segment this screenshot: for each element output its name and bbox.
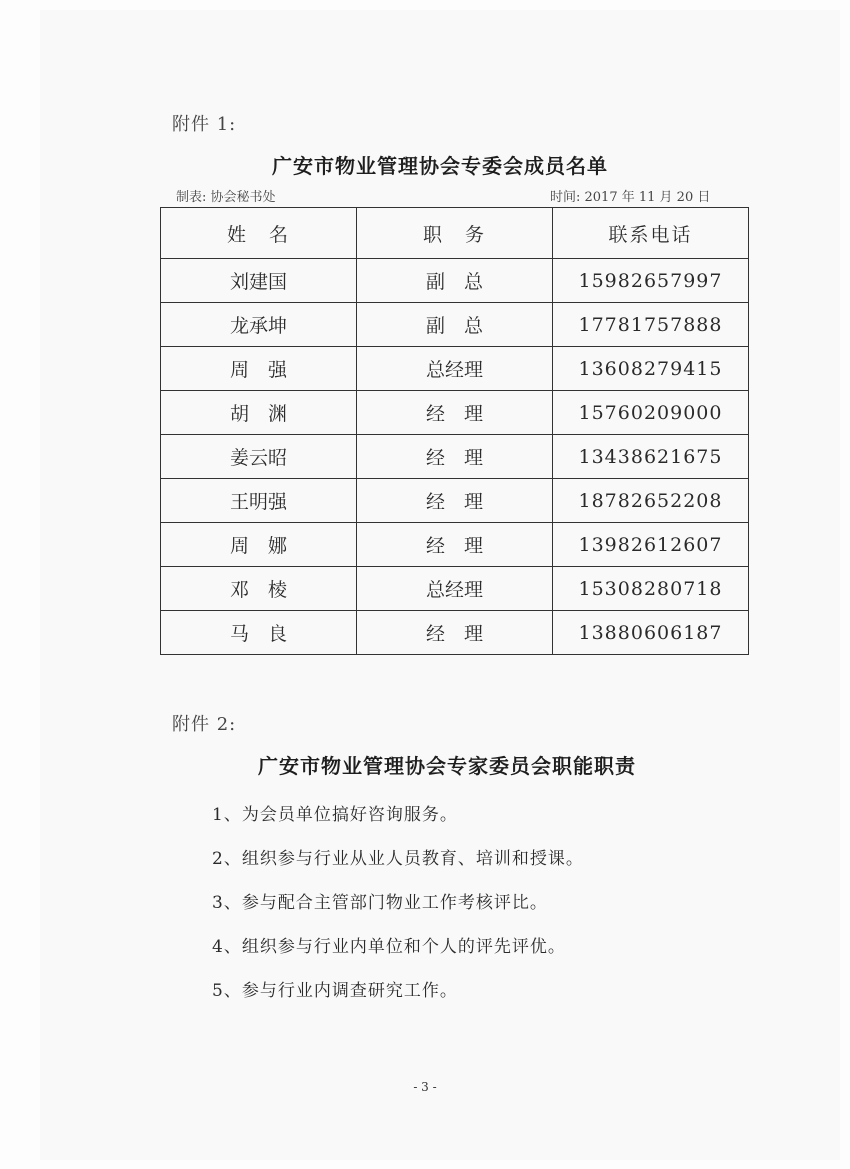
attachment-1-title: 广安市物业管理协会专委会成员名单 bbox=[272, 154, 608, 178]
member-position: 总经理 bbox=[357, 347, 553, 391]
attachment-1-label: 附件 1: bbox=[172, 114, 237, 135]
table-date: 时间: 2017 年 11 月 20 日 bbox=[550, 190, 711, 205]
member-phone: 17781757888 bbox=[553, 303, 749, 347]
list-item: 4、组织参与行业内单位和个人的评先评优。 bbox=[212, 937, 566, 957]
member-phone: 13608279415 bbox=[553, 347, 749, 391]
table-row bbox=[161, 567, 749, 611]
prepared-by: 制表: 协会秘书处 bbox=[176, 190, 276, 205]
list-item: 5、参与行业内调查研究工作。 bbox=[212, 981, 458, 1001]
member-phone: 13438621675 bbox=[553, 435, 749, 479]
table-row bbox=[161, 523, 749, 567]
table-header-row bbox=[161, 208, 749, 259]
header-phone: 联系电话 bbox=[553, 208, 749, 259]
member-name: 王明强 bbox=[161, 479, 357, 523]
table-row bbox=[161, 303, 749, 347]
attachment-2-title: 广安市物业管理协会专家委员会职能职责 bbox=[258, 754, 636, 778]
member-phone: 13880606187 bbox=[553, 611, 749, 655]
table-row bbox=[161, 347, 749, 391]
member-position: 经 理 bbox=[357, 391, 553, 435]
member-phone: 18782652208 bbox=[553, 479, 749, 523]
member-name: 周 娜 bbox=[161, 523, 357, 567]
table-row bbox=[161, 611, 749, 655]
member-name: 邓 棱 bbox=[161, 567, 357, 611]
duties-list bbox=[212, 793, 584, 1013]
member-position: 总经理 bbox=[357, 567, 553, 611]
header-position: 职 务 bbox=[357, 208, 553, 259]
table-row bbox=[161, 259, 749, 303]
member-name: 刘建国 bbox=[161, 259, 357, 303]
member-position: 经 理 bbox=[357, 523, 553, 567]
member-name: 龙承坤 bbox=[161, 303, 357, 347]
list-item: 2、组织参与行业从业人员教育、培训和授课。 bbox=[212, 849, 584, 869]
page-number: - 3 - bbox=[413, 1080, 437, 1094]
attachment-2-label: 附件 2: bbox=[172, 714, 237, 735]
member-phone: 15308280718 bbox=[553, 567, 749, 611]
list-item: 3、参与配合主管部门物业工作考核评比。 bbox=[212, 893, 548, 913]
table-row bbox=[161, 391, 749, 435]
member-name: 马 良 bbox=[161, 611, 357, 655]
table-row bbox=[161, 435, 749, 479]
member-phone: 15982657997 bbox=[553, 259, 749, 303]
member-phone: 15760209000 bbox=[553, 391, 749, 435]
members-table bbox=[160, 207, 749, 655]
member-position: 经 理 bbox=[357, 611, 553, 655]
member-position: 经 理 bbox=[357, 479, 553, 523]
member-position: 副 总 bbox=[357, 259, 553, 303]
header-name: 姓 名 bbox=[161, 208, 357, 259]
table-row bbox=[161, 479, 749, 523]
member-name: 周 强 bbox=[161, 347, 357, 391]
member-name: 胡 渊 bbox=[161, 391, 357, 435]
member-name: 姜云昭 bbox=[161, 435, 357, 479]
list-item: 1、为会员单位搞好咨询服务。 bbox=[212, 805, 458, 825]
member-position: 副 总 bbox=[357, 303, 553, 347]
member-phone: 13982612607 bbox=[553, 523, 749, 567]
member-position: 经 理 bbox=[357, 435, 553, 479]
